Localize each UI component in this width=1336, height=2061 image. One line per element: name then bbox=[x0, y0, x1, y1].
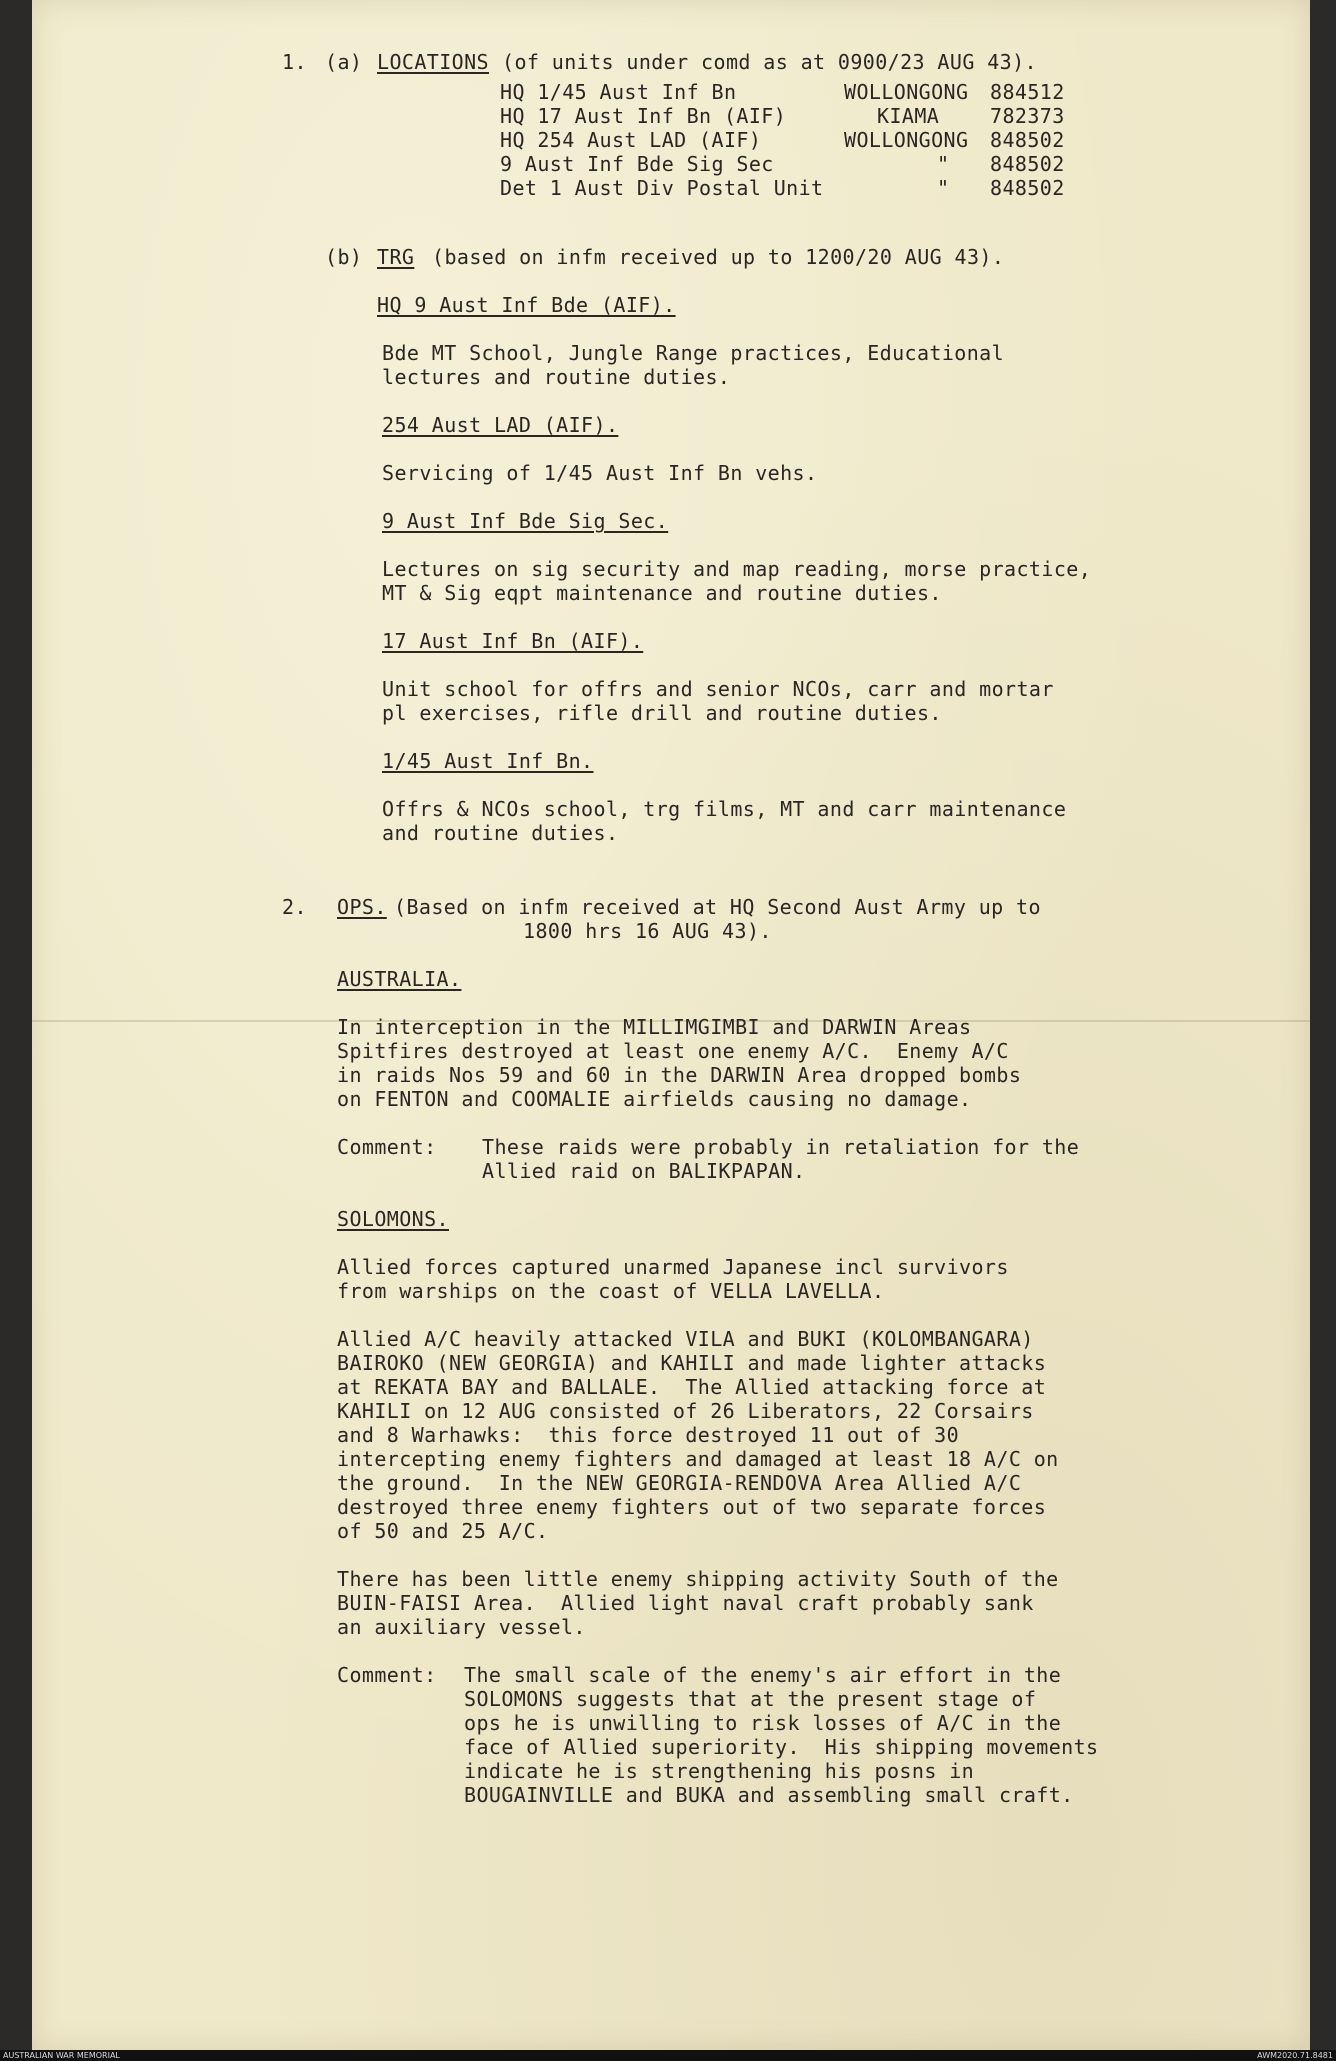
paragraph-line: destroyed three enemy fighters out of two separate forces bbox=[337, 1495, 1047, 1519]
paragraph-line: There has been little enemy shipping activity South of the bbox=[337, 1567, 1059, 1591]
locations-heading: LOCATIONS bbox=[377, 50, 489, 74]
unit-text-line: pl exercises, rifle drill and routine duties. bbox=[382, 701, 942, 725]
paragraph-line: the ground. In the NEW GEORGIA-RENDOVA Area Allied A/C bbox=[337, 1471, 1022, 1495]
document-page bbox=[32, 0, 1310, 2050]
subsection-label: (a) bbox=[325, 50, 363, 74]
paragraph-line: intercepting enemy fighters and damaged at least 18 A/C on bbox=[337, 1447, 1059, 1471]
unit-text-line: MT & Sig eqpt maintenance and routine duties. bbox=[382, 581, 942, 605]
location-unit: HQ 17 Aust Inf Bn (AIF) bbox=[500, 104, 787, 128]
footer-right-text: AWM2020.71.8481 bbox=[1257, 2051, 1333, 2060]
training-intro: (based on infm received up to 1200/20 AUG 43). bbox=[432, 245, 1005, 269]
location-unit: 9 Aust Inf Bde Sig Sec bbox=[500, 152, 774, 176]
ops-intro-line: (Based on infm received at HQ Second Aust Army up to bbox=[394, 895, 1041, 919]
comment-line: The small scale of the enemy's air effort in the bbox=[464, 1663, 1062, 1687]
comment-line: Allied raid on BALIKPAPAN. bbox=[482, 1159, 806, 1183]
australia-heading: AUSTRALIA. bbox=[337, 967, 462, 991]
paragraph-line: Allied A/C heavily attacked VILA and BUKI (KOLOMBANGARA) bbox=[337, 1327, 1034, 1351]
comment-line: SOLOMONS suggests that at the present stage of bbox=[464, 1687, 1037, 1711]
section-number: 1. bbox=[282, 50, 307, 74]
unit-text-line: Offrs & NCOs school, trg films, MT and carr maintenance bbox=[382, 797, 1067, 821]
unit-text-line: Servicing of 1/45 Aust Inf Bn vehs. bbox=[382, 461, 818, 485]
solomons-heading: SOLOMONS. bbox=[337, 1207, 449, 1231]
location-place: KIAMA bbox=[877, 104, 940, 128]
comment-line: These raids were probably in retaliation for the bbox=[482, 1135, 1080, 1159]
archive-footer bbox=[0, 2050, 1336, 2061]
paragraph-line: KAHILI on 12 AUG consisted of 26 Liberators, 22 Corsairs bbox=[337, 1399, 1034, 1423]
unit-heading: HQ 9 Aust Inf Bde (AIF). bbox=[377, 293, 676, 317]
paragraph-line: BUIN-FAISI Area. Allied light naval craft probably sank bbox=[337, 1591, 1034, 1615]
location-place: " bbox=[937, 176, 950, 200]
paragraph-line: at REKATA BAY and BALLALE. The Allied attacking force at bbox=[337, 1375, 1047, 1399]
comment-line: ops he is unwilling to risk losses of A/C in the bbox=[464, 1711, 1062, 1735]
unit-text-line: Lectures on sig security and map reading, morse practice, bbox=[382, 557, 1092, 581]
location-ref: 884512 bbox=[990, 80, 1065, 104]
paragraph-line: and 8 Warhawks: this force destroyed 11 out of 30 bbox=[337, 1423, 960, 1447]
location-ref: 848502 bbox=[990, 152, 1065, 176]
location-unit: HQ 1/45 Aust Inf Bn bbox=[500, 80, 737, 104]
paragraph-line: on FENTON and COOMALIE airfields causing no damage. bbox=[337, 1087, 972, 1111]
comment-label: Comment: bbox=[337, 1135, 437, 1159]
location-ref: 782373 bbox=[990, 104, 1065, 128]
comment-line: indicate he is strengthening his posns in bbox=[464, 1759, 975, 1783]
comment-line: BOUGAINVILLE and BUKA and assembling small craft. bbox=[464, 1783, 1074, 1807]
unit-heading: 17 Aust Inf Bn (AIF). bbox=[382, 629, 644, 653]
comment-label: Comment: bbox=[337, 1663, 437, 1687]
location-unit: HQ 254 Aust LAD (AIF) bbox=[500, 128, 762, 152]
paragraph-line: of 50 and 25 A/C. bbox=[337, 1519, 549, 1543]
paragraph-line: an auxiliary vessel. bbox=[337, 1615, 586, 1639]
unit-heading: 254 Aust LAD (AIF). bbox=[382, 413, 619, 437]
ops-intro-line: 1800 hrs 16 AUG 43). bbox=[523, 919, 772, 943]
unit-text-line: and routine duties. bbox=[382, 821, 619, 845]
unit-text-line: lectures and routine duties. bbox=[382, 365, 731, 389]
location-ref: 848502 bbox=[990, 128, 1065, 152]
unit-text-line: Bde MT School, Jungle Range practices, Educational bbox=[382, 341, 1005, 365]
paragraph-line: BAIROKO (NEW GEORGIA) and KAHILI and made lighter attacks bbox=[337, 1351, 1047, 1375]
ops-heading: OPS. bbox=[337, 895, 387, 919]
paragraph-line: Spitfires destroyed at least one enemy A/C. Enemy A/C bbox=[337, 1039, 1009, 1063]
unit-heading: 9 Aust Inf Bde Sig Sec. bbox=[382, 509, 669, 533]
training-heading: TRG bbox=[377, 245, 415, 269]
location-place: " bbox=[937, 152, 950, 176]
locations-intro: (of units under comd as at 0900/23 AUG 43). bbox=[502, 50, 1037, 74]
paragraph-line: in raids Nos 59 and 60 in the DARWIN Area dropped bombs bbox=[337, 1063, 1022, 1087]
location-unit: Det 1 Aust Div Postal Unit bbox=[500, 176, 824, 200]
paragraph-line: from warships on the coast of VELLA LAVELLA. bbox=[337, 1279, 885, 1303]
footer-left-text: AUSTRALIAN WAR MEMORIAL bbox=[3, 2051, 120, 2060]
location-place: WOLLONGONG bbox=[844, 80, 969, 104]
paragraph-line: In interception in the MILLIMGIMBI and DARWIN Areas bbox=[337, 1015, 972, 1039]
unit-text-line: Unit school for offrs and senior NCOs, carr and mortar bbox=[382, 677, 1054, 701]
subsection-label: (b) bbox=[325, 245, 363, 269]
location-ref: 848502 bbox=[990, 176, 1065, 200]
section-number: 2. bbox=[282, 895, 307, 919]
location-place: WOLLONGONG bbox=[844, 128, 969, 152]
paragraph-line: Allied forces captured unarmed Japanese incl survivors bbox=[337, 1255, 1009, 1279]
unit-heading: 1/45 Aust Inf Bn. bbox=[382, 749, 594, 773]
comment-line: face of Allied superiority. His shipping movements bbox=[464, 1735, 1099, 1759]
